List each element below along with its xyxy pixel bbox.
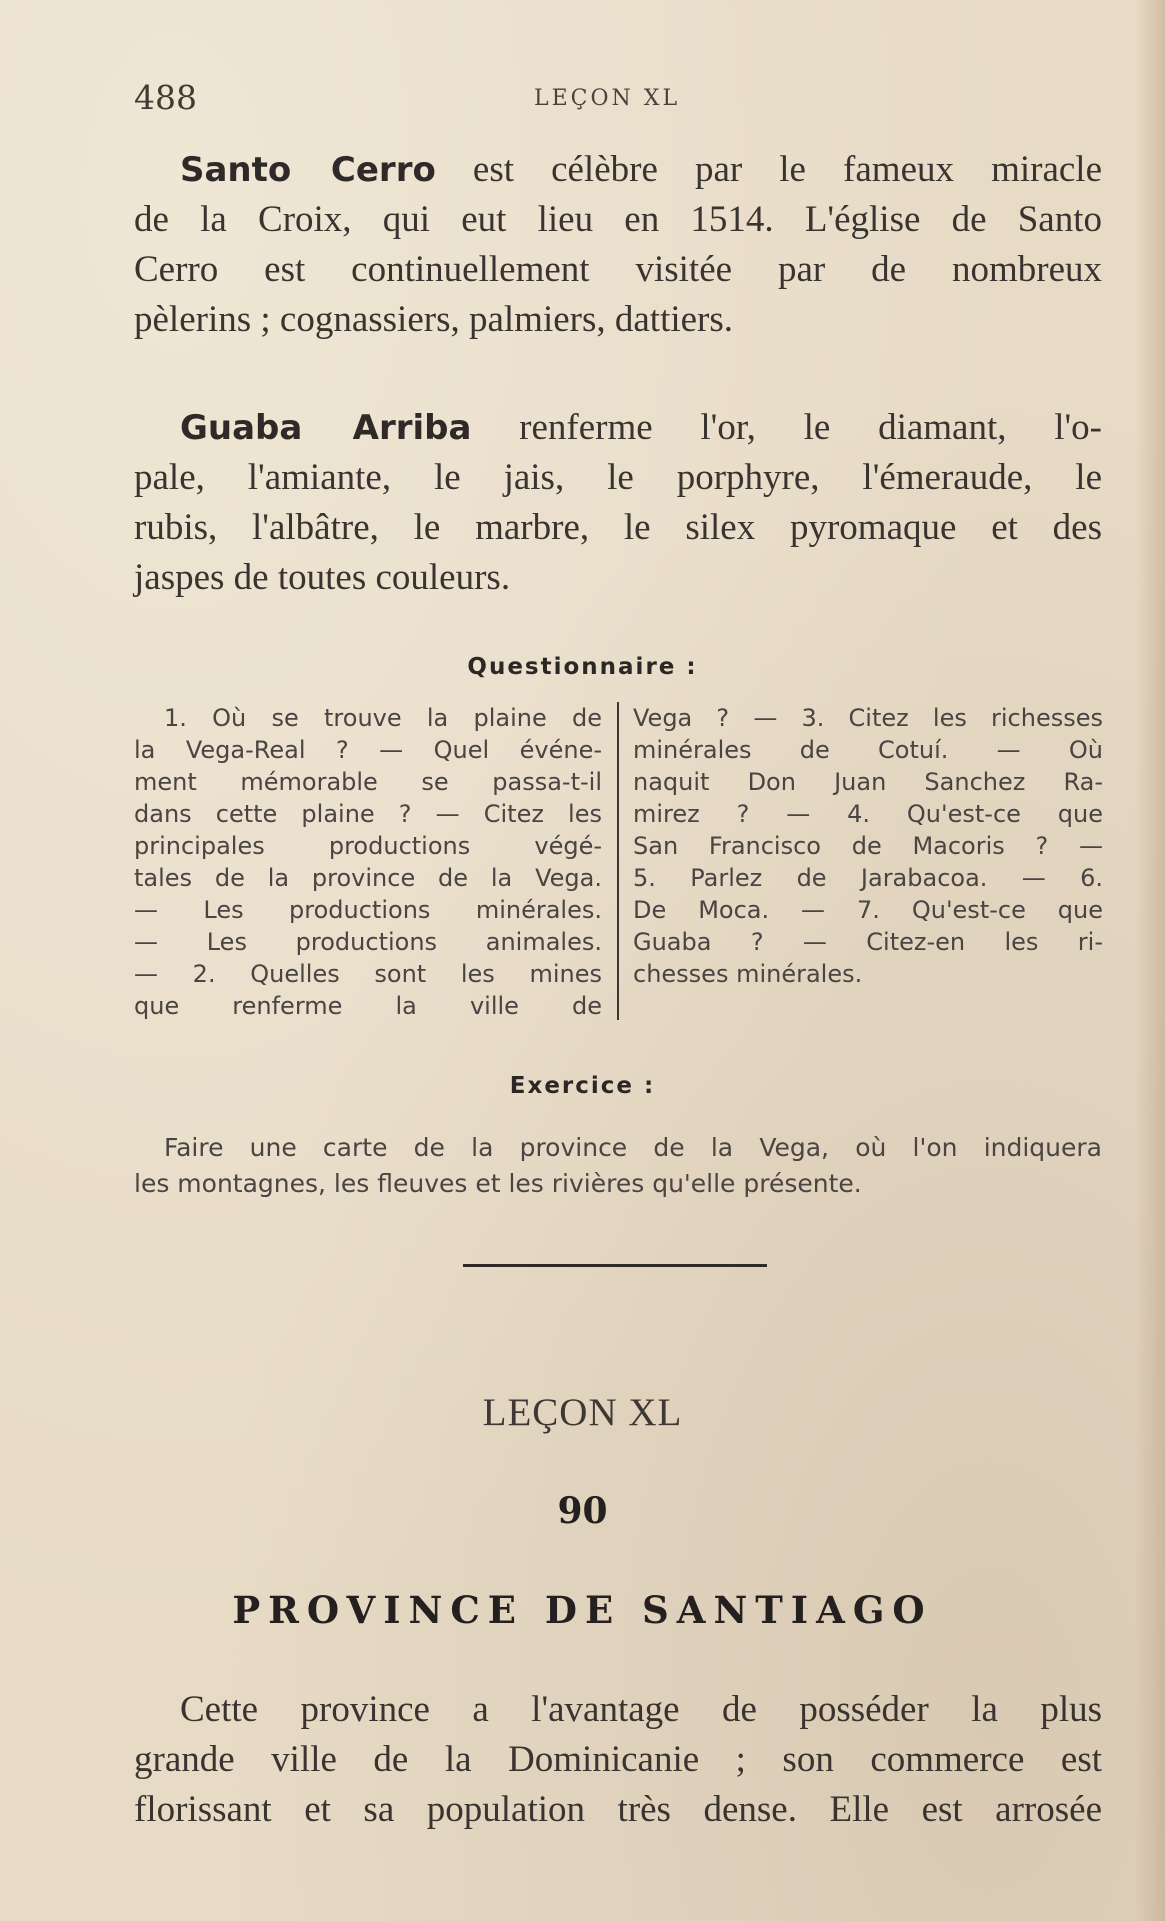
- page-header: [134, 78, 1103, 118]
- text-line: jaspes de toutes couleurs.: [134, 557, 511, 598]
- questionnaire-left-column: [134, 702, 602, 1022]
- page-number: 488: [134, 78, 197, 117]
- section-divider: [463, 1264, 767, 1267]
- text-line: naquit Don Juan Sanchez Ra-: [633, 768, 1103, 796]
- text-fragment: renferme l'or, le diamant, l'o-: [471, 407, 1102, 448]
- text-line: 1. Où se trouve la plaine de: [164, 704, 602, 732]
- text-line: la Vega-Real ? — Quel événe-: [134, 736, 602, 764]
- page-edge-shadow: [1135, 0, 1165, 1921]
- text-line: florissant et sa population très dense. Elle est arrosée: [134, 1789, 1102, 1830]
- lesson-title: LEÇON XL: [482, 1391, 683, 1434]
- text-fragment: est célèbre par le fameux miracle: [435, 149, 1102, 190]
- text-line: pèlerins ; cognassiers, palmiers, dattiers.: [134, 299, 734, 340]
- paragraph-santo-cerro: [134, 145, 1102, 345]
- text-line: rubis, l'albâtre, le marbre, le silex pyromaque et des: [134, 507, 1102, 548]
- text-line: [134, 145, 1102, 195]
- text-line: Cette province a l'avantage de posséder la plus: [180, 1689, 1102, 1730]
- text-line: minérales de Cotuí. — Où: [633, 736, 1103, 764]
- text-line: Cerro est continuellement visitée par de nombreux: [134, 249, 1102, 290]
- paragraph-guaba-arriba: [134, 403, 1102, 603]
- text-line: 5. Parlez de Jarabacoa. — 6.: [633, 864, 1103, 892]
- text-line: ment mémorable se passa-t-il: [134, 768, 602, 796]
- text-line: De Moca. — 7. Qu'est-ce que: [633, 896, 1103, 924]
- exercise-heading: Exercice :: [509, 1073, 656, 1099]
- term-guaba-arriba: Guaba Arriba: [180, 408, 472, 448]
- questionnaire-heading: Questionnaire :: [467, 654, 698, 680]
- term-santo-cerro: Santo Cerro: [180, 150, 436, 190]
- text-line: San Francisco de Macoris ? —: [633, 832, 1103, 860]
- lesson-number: 90: [557, 1490, 608, 1532]
- text-line: — Les productions minérales.: [134, 896, 602, 924]
- paragraph-santiago: [134, 1685, 1102, 1835]
- text-line: principales productions végé-: [134, 832, 602, 860]
- running-head: LEÇON XL: [534, 86, 681, 111]
- text-line: mirez ? — 4. Qu'est-ce que: [633, 800, 1103, 828]
- text-line: Guaba ? — Citez-en les ri-: [633, 928, 1103, 956]
- province-title: PROVINCE DE SANTIAGO: [232, 1588, 933, 1632]
- column-divider: [617, 702, 619, 1020]
- text-line: pale, l'amiante, le jais, le porphyre, l'émeraude, le: [134, 457, 1102, 498]
- text-line: tales de la province de la Vega.: [134, 864, 602, 892]
- text-line: que renferme la ville de: [134, 992, 602, 1020]
- text-line: Faire une carte de la province de la Vega, où l'on indiquera: [164, 1133, 1102, 1162]
- text-line: de la Croix, qui eut lieu en 1514. L'église de Santo: [134, 199, 1102, 240]
- text-line: dans cette plaine ? — Citez les: [134, 800, 602, 828]
- text-line: [134, 403, 1102, 453]
- text-line: — 2. Quelles sont les mines: [134, 960, 602, 988]
- exercise-text: [134, 1130, 1102, 1202]
- text-line: les montagnes, les fleuves et les rivières qu'elle présente.: [134, 1169, 862, 1198]
- text-line: grande ville de la Dominicanie ; son commerce est: [134, 1739, 1102, 1780]
- text-line: — Les productions animales.: [134, 928, 602, 956]
- text-line: chesses minérales.: [633, 960, 863, 988]
- text-line: Vega ? — 3. Citez les richesses: [633, 704, 1103, 732]
- questionnaire-right-column: [633, 702, 1103, 990]
